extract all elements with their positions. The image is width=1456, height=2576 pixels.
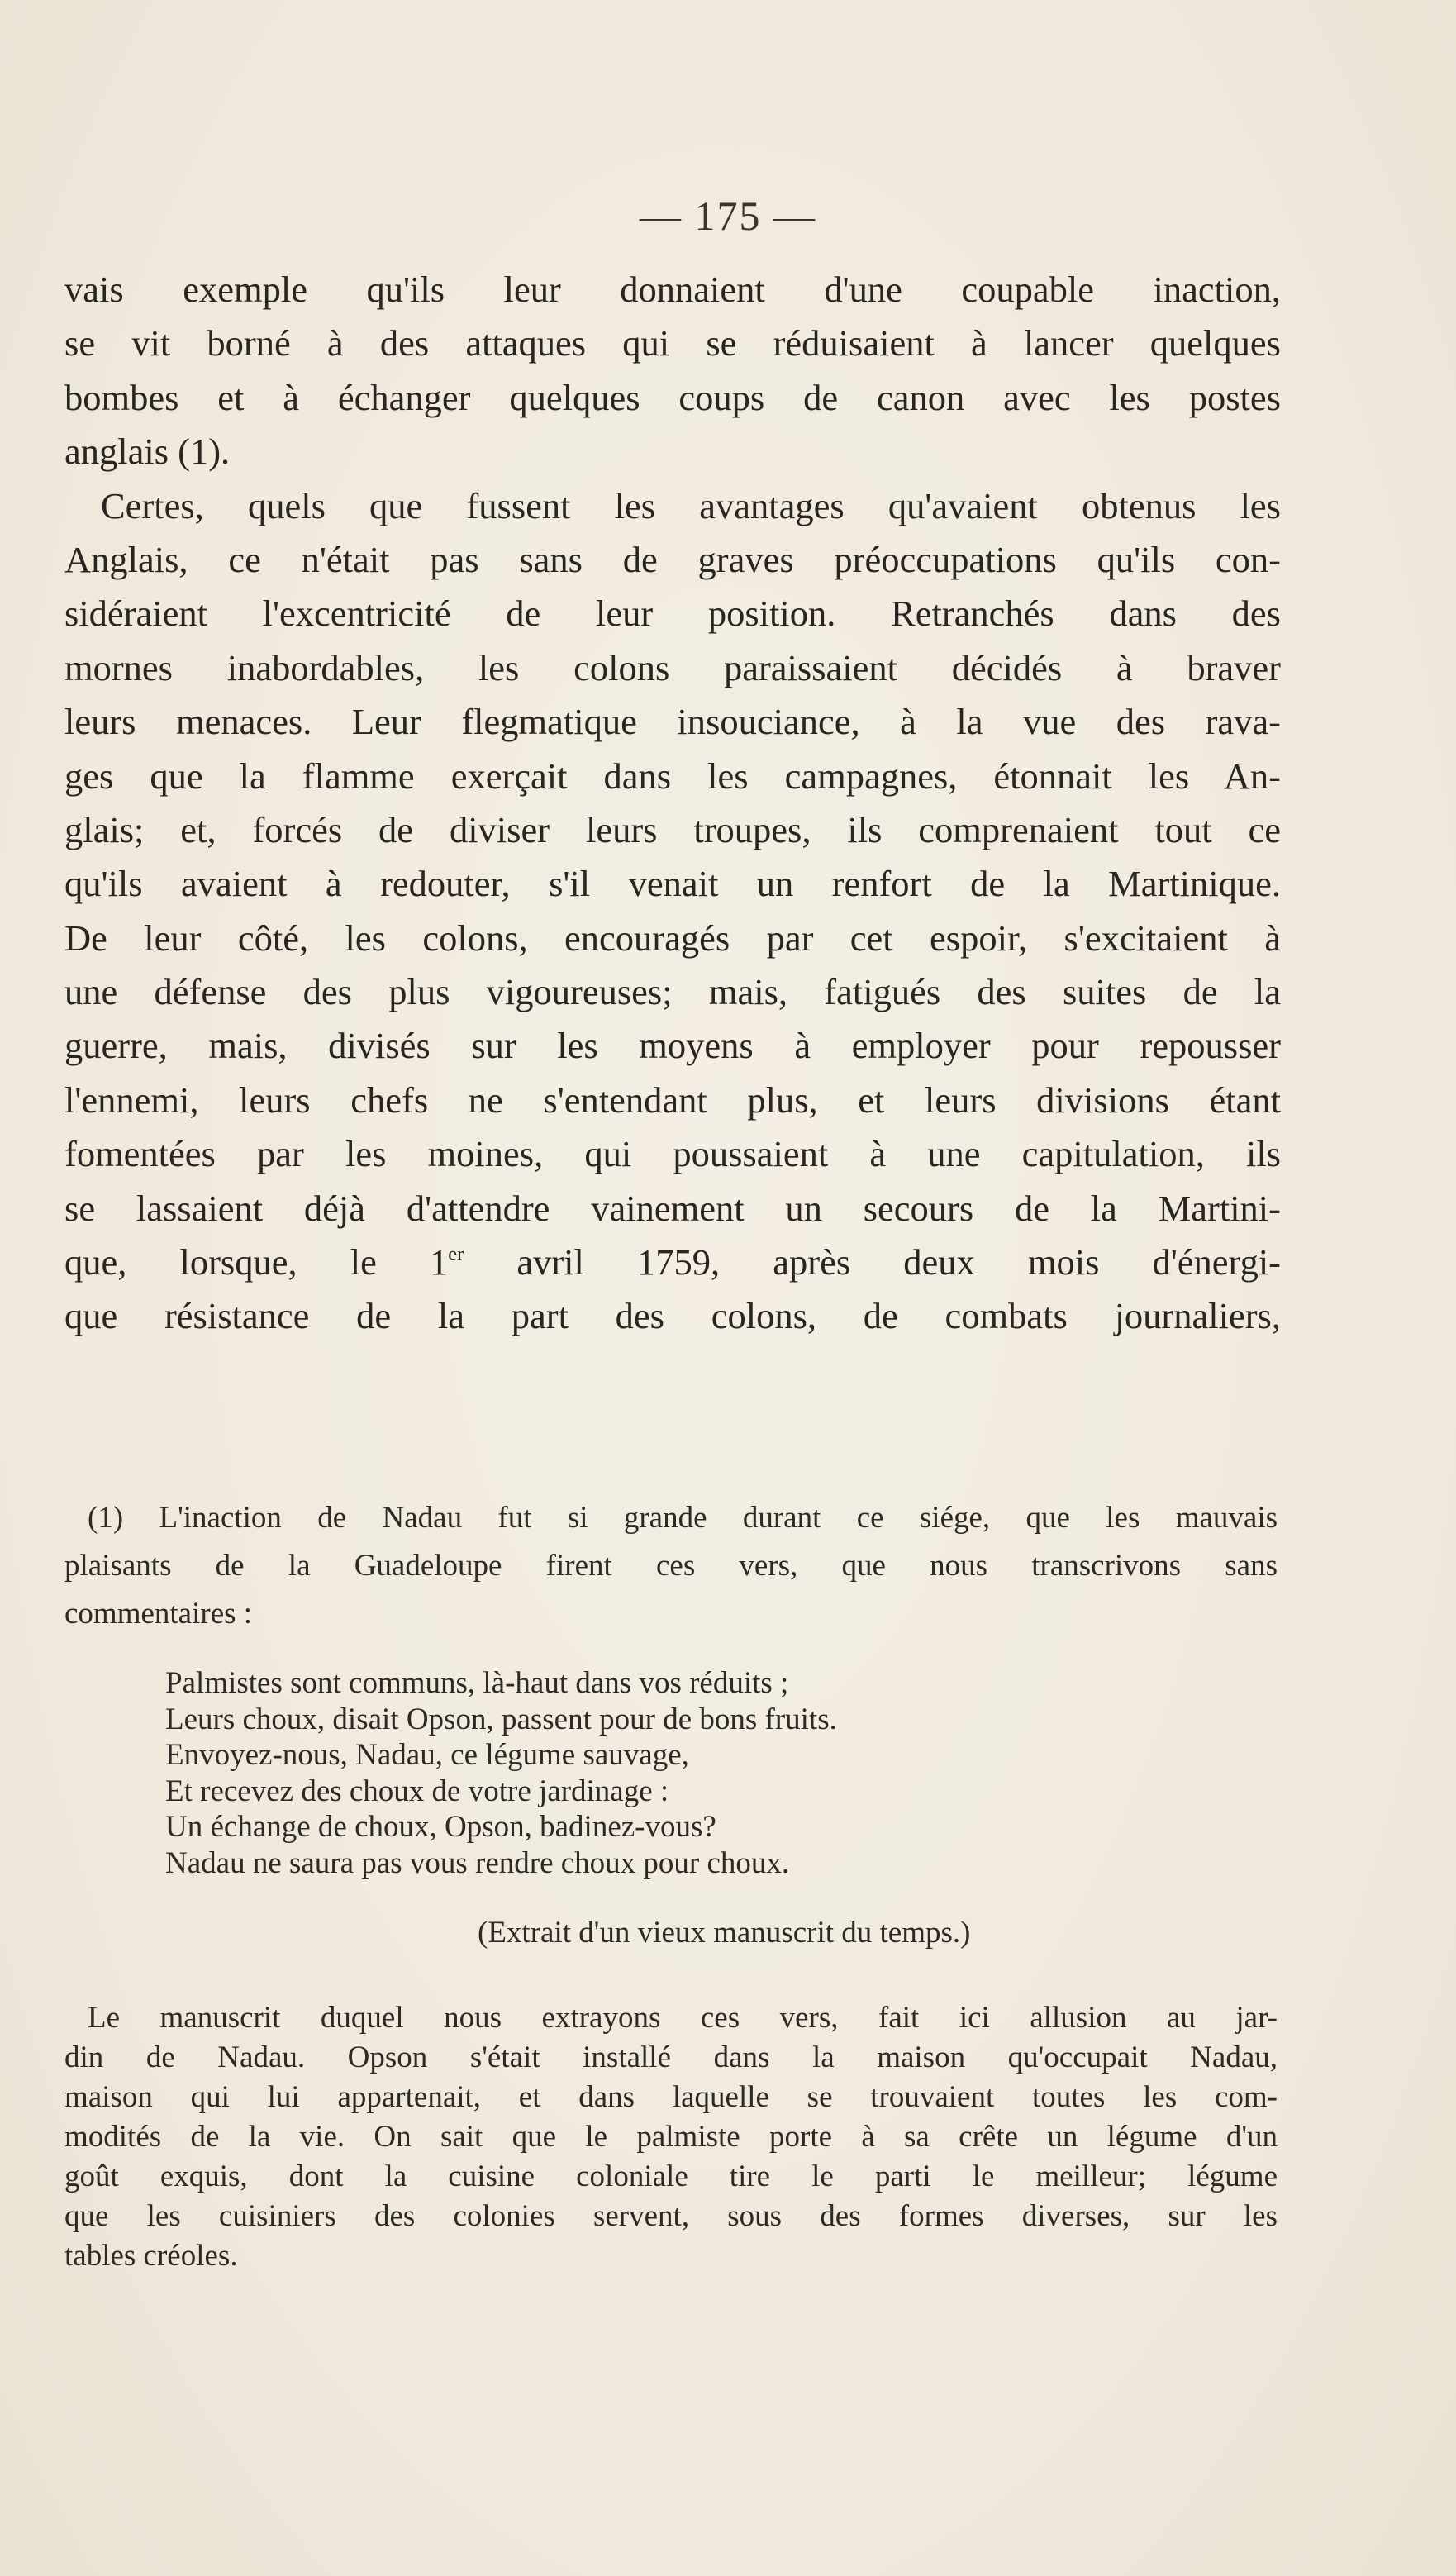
footnote-line: plaisants de la Guadeloupe firent ces vers, que nous transcrivons sans xyxy=(64,1549,1278,1583)
body-line: De leur côté, les colons, encouragés par cet espoir, s'excitaient à xyxy=(64,917,1281,959)
body-line-part: avril 1759, après deux mois d'énergi- xyxy=(464,1241,1281,1283)
body-line: Certes, quels que fussent les avantages qu'avaient obtenus les xyxy=(101,484,1281,526)
note-line: maison qui lui appartenait, et dans laquelle se trouvaient toutes les com- xyxy=(64,2080,1278,2114)
body-line: Anglais, ce n'était pas sans de graves préoccupations qu'ils con- xyxy=(64,538,1281,580)
body-line: guerre, mais, divisés sur les moyens à employer pour repousser xyxy=(64,1025,1281,1067)
body-line: se lassaient déjà d'attendre vainement un secours de la Martini- xyxy=(64,1187,1281,1229)
verse-line: Nadau ne saura pas vous rendre choux pour choux. xyxy=(165,1845,790,1880)
footnote-line: commentaires : xyxy=(64,1597,253,1631)
body-line: que résistance de la part des colons, de combats journaliers, xyxy=(64,1295,1281,1337)
note-line: din de Nadau. Opson s'était installé dans la maison qu'occupait Nadau, xyxy=(64,2040,1278,2074)
footnote-line: (1) L'inaction de Nadau fut si grande durant ce siége, que les mauvais xyxy=(88,1501,1278,1535)
ordinal-superscript: er xyxy=(448,1242,464,1265)
body-line: anglais (1). xyxy=(64,431,231,473)
verse-line: Leurs choux, disait Opson, passent pour de bons fruits. xyxy=(165,1702,837,1736)
note-line: modités de la vie. On sait que le palmiste porte à sa crête un légume d'un xyxy=(64,2120,1278,2154)
footnote-continuation xyxy=(64,1998,1278,2276)
body-line-with-date xyxy=(64,1236,1281,1289)
footnote xyxy=(64,1494,1278,1638)
body-line: sidéraient l'excentricité de leur position. Retranchés dans des xyxy=(64,593,1281,635)
body-line: une défense des plus vigoureuses; mais, fatigués des suites de la xyxy=(64,971,1281,1013)
body-line: se vit borné à des attaques qui se réduisaient à lancer quelques xyxy=(64,322,1281,364)
body-line: ges que la flamme exerçait dans les campagnes, étonnait les An- xyxy=(64,755,1281,797)
body-line: l'ennemi, leurs chefs ne s'entendant plus, et leurs divisions étant xyxy=(64,1078,1281,1121)
body-line: qu'ils avaient à redouter, s'il venait un renfort de la Martinique. xyxy=(64,863,1281,905)
body-text xyxy=(64,263,1281,1344)
note-line: tables créoles. xyxy=(64,2239,238,2273)
verse-line: Un échange de choux, Opson, badinez-vous? xyxy=(165,1810,716,1844)
body-line: bombes et à échanger quelques coups de canon avec les postes xyxy=(64,376,1281,418)
body-line: vais exemple qu'ils leur donnaient d'une coupable inaction, xyxy=(64,269,1281,310)
note-line: que les cuisiniers des colonies servent, sous des formes diverses, sur les xyxy=(64,2199,1278,2233)
verse-attribution: (Extrait d'un vieux manuscrit du temps.) xyxy=(478,1916,971,1950)
body-line: fomentées par les moines, qui poussaient à une capitulation, ils xyxy=(64,1133,1281,1175)
note-line: goût exquis, dont la cuisine coloniale tire le parti le meilleur; légume xyxy=(64,2159,1278,2193)
page-number: — 175 — xyxy=(640,193,816,239)
verse-line: Envoyez-nous, Nadau, ce légume sauvage, xyxy=(165,1738,689,1772)
verse-block xyxy=(165,1665,1157,1881)
note-line: Le manuscrit duquel nous extrayons ces vers, fait ici allusion au jar- xyxy=(88,2001,1278,2035)
body-line: glais; et, forcés de diviser leurs troupes, ils comprenaient tout ce xyxy=(64,808,1281,850)
verse-line: Et recevez des choux de votre jardinage : xyxy=(165,1774,669,1808)
body-line: leurs menaces. Leur flegmatique insouciance, à la vue des rava- xyxy=(64,701,1281,743)
verse-line: Palmistes sont communs, là-haut dans vos réduits ; xyxy=(165,1666,789,1700)
body-line-part: que, lorsque, le 1 xyxy=(64,1241,449,1283)
body-line: mornes inabordables, les colons paraissaient décidés à braver xyxy=(64,646,1281,688)
